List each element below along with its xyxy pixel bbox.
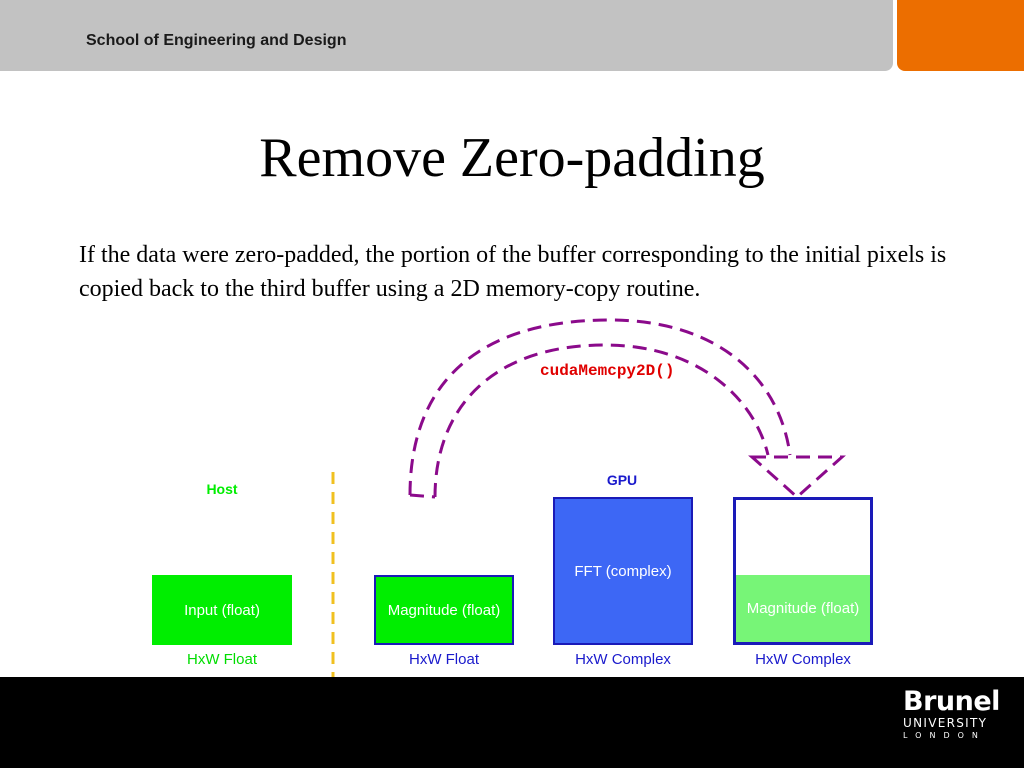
buffer-caption: HxW Complex	[575, 651, 671, 668]
buffer-label: FFT (complex)	[574, 563, 672, 580]
brunel-logo	[903, 688, 1000, 741]
slide-title: Remove Zero-padding	[259, 127, 765, 189]
buffer-label: Magnitude (float)	[746, 600, 860, 617]
buffer-caption: HxW Complex	[755, 651, 851, 668]
slide-body: If the data were zero-padded, the portion of the buffer corresponding to the initial pixels is copied back to the third buffer using a 2D memory-copy routine.	[79, 242, 947, 302]
input-float-buffer	[152, 575, 292, 645]
logo-london: LONDON	[903, 731, 986, 740]
footer-bar	[0, 677, 1024, 768]
host-label: Host	[206, 481, 238, 497]
magnitude-region	[736, 575, 870, 642]
gpu-label: GPU	[606, 472, 638, 488]
copy-function-label: cudaMemcpy2D()	[540, 362, 675, 380]
output-complex-buffer	[733, 497, 873, 645]
buffer-label: Magnitude (float)	[387, 601, 501, 619]
logo-brunel: Brunel	[903, 686, 1000, 717]
buffer-caption: HxW Float	[408, 651, 479, 668]
header-accent	[897, 0, 1024, 71]
fft-complex-buffer	[553, 497, 693, 645]
school-name: School of Engineering and Design	[86, 32, 347, 49]
magnitude-float-buffer	[374, 575, 514, 645]
buffer-label: Input (float)	[184, 601, 260, 619]
buffer-caption: HxW Float	[186, 651, 257, 668]
logo-university: UNIVERSITY	[903, 716, 988, 730]
